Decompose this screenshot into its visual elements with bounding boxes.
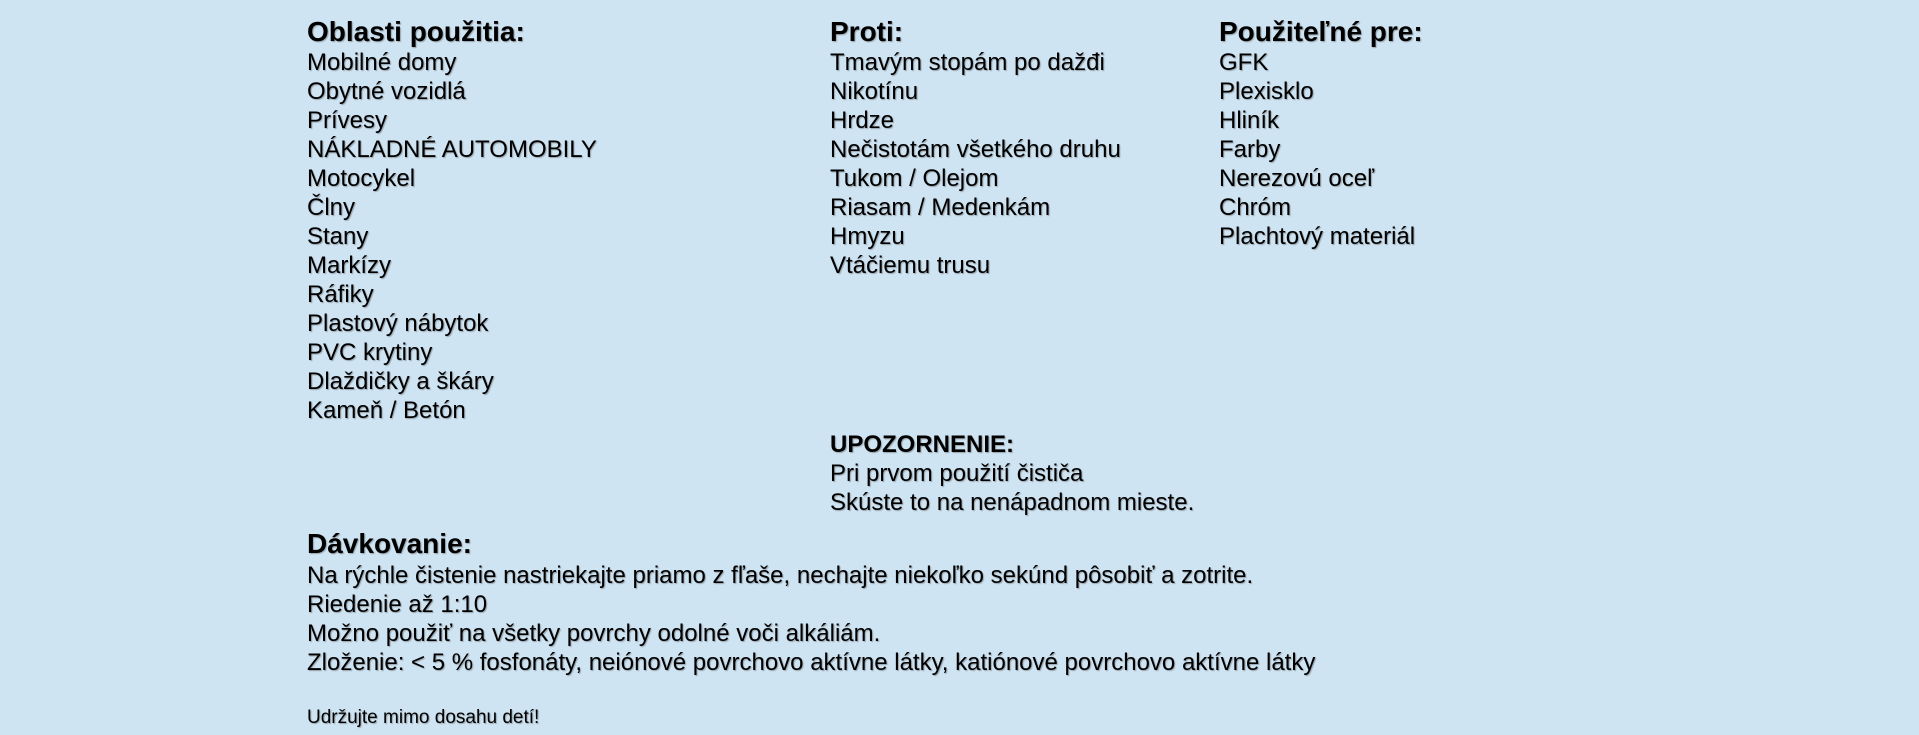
list-item: NÁKLADNÉ AUTOMOBILY: [307, 136, 597, 163]
list-item: Farby: [1219, 136, 1281, 163]
against-section: [830, 16, 1121, 280]
dosage-instruction: Na rýchle čistenie nastriekajte priamo z fľaše, nechajte niekoľko sekúnd pôsobiť a zotrite.: [307, 562, 1254, 589]
list-item: Plastový nábytok: [307, 310, 489, 337]
warning-line: Skúste to na nenápadnom mieste.: [830, 489, 1195, 516]
list-item: Hmyzu: [830, 223, 905, 250]
list-item: Hliník: [1219, 107, 1280, 134]
warning-line: Pri prvom použití čističa: [830, 460, 1084, 487]
dosage-title: Dávkovanie:: [307, 528, 472, 559]
list-item: Tukom / Olejom: [830, 165, 999, 192]
list-item: Plachtový materiál: [1219, 223, 1416, 250]
list-item: Dlaždičky a škáry: [307, 368, 494, 395]
list-item: Člny: [307, 194, 356, 221]
against-title: Proti:: [830, 16, 904, 47]
list-item: Hrdze: [830, 107, 895, 134]
areas-of-use-section: [307, 16, 597, 425]
dosage-composition: Zloženie: < 5 % fosfonáty, neiónové povrchovo aktívne látky, katiónové povrchovo aktívne látky: [307, 649, 1316, 676]
list-item: Tmavým stopám po dažđi: [830, 49, 1105, 76]
areas-of-use-title: Oblasti použitia:: [307, 16, 525, 47]
list-item: Nečistotám všetkého druhu: [830, 136, 1121, 163]
list-item: Chróm: [1219, 194, 1292, 221]
list-item: PVC krytiny: [307, 339, 433, 366]
warning-title: UPOZORNENIE:: [830, 431, 1015, 458]
dosage-section: [307, 528, 1315, 677]
list-item: Vtáčiemu trusu: [830, 252, 991, 279]
list-item: Stany: [307, 223, 369, 250]
list-item: Riasam / Medenkám: [830, 194, 1051, 221]
suitable-for-section: [1219, 16, 1423, 251]
list-item: Prívesy: [307, 107, 388, 134]
list-item: Markízy: [307, 252, 391, 279]
list-item: Obytné vozidlá: [307, 78, 466, 105]
warning-section: [830, 430, 1194, 517]
list-item: Kameň / Betón: [307, 397, 466, 424]
suitable-for-title: Použiteľné pre:: [1219, 16, 1423, 47]
list-item: Nikotínu: [830, 78, 919, 105]
list-item: Plexisklo: [1219, 78, 1314, 105]
list-item: GFK: [1219, 49, 1269, 76]
suitable-for-list: [1219, 48, 1423, 251]
list-item: Mobilné domy: [307, 49, 457, 76]
list-item: Nerezovú oceľ: [1219, 165, 1375, 192]
dosage-surface-note: Možno použiť na všetky povrchy odolné voči alkáliám.: [307, 620, 881, 647]
dosage-dilution: Riedenie až 1:10: [307, 591, 488, 618]
list-item: Ráfiky: [307, 281, 374, 308]
areas-of-use-list: [307, 48, 597, 425]
child-safety-note: Udržujte mimo dosahu detí!: [307, 707, 540, 728]
against-list: [830, 48, 1121, 280]
list-item: Motocykel: [307, 165, 416, 192]
